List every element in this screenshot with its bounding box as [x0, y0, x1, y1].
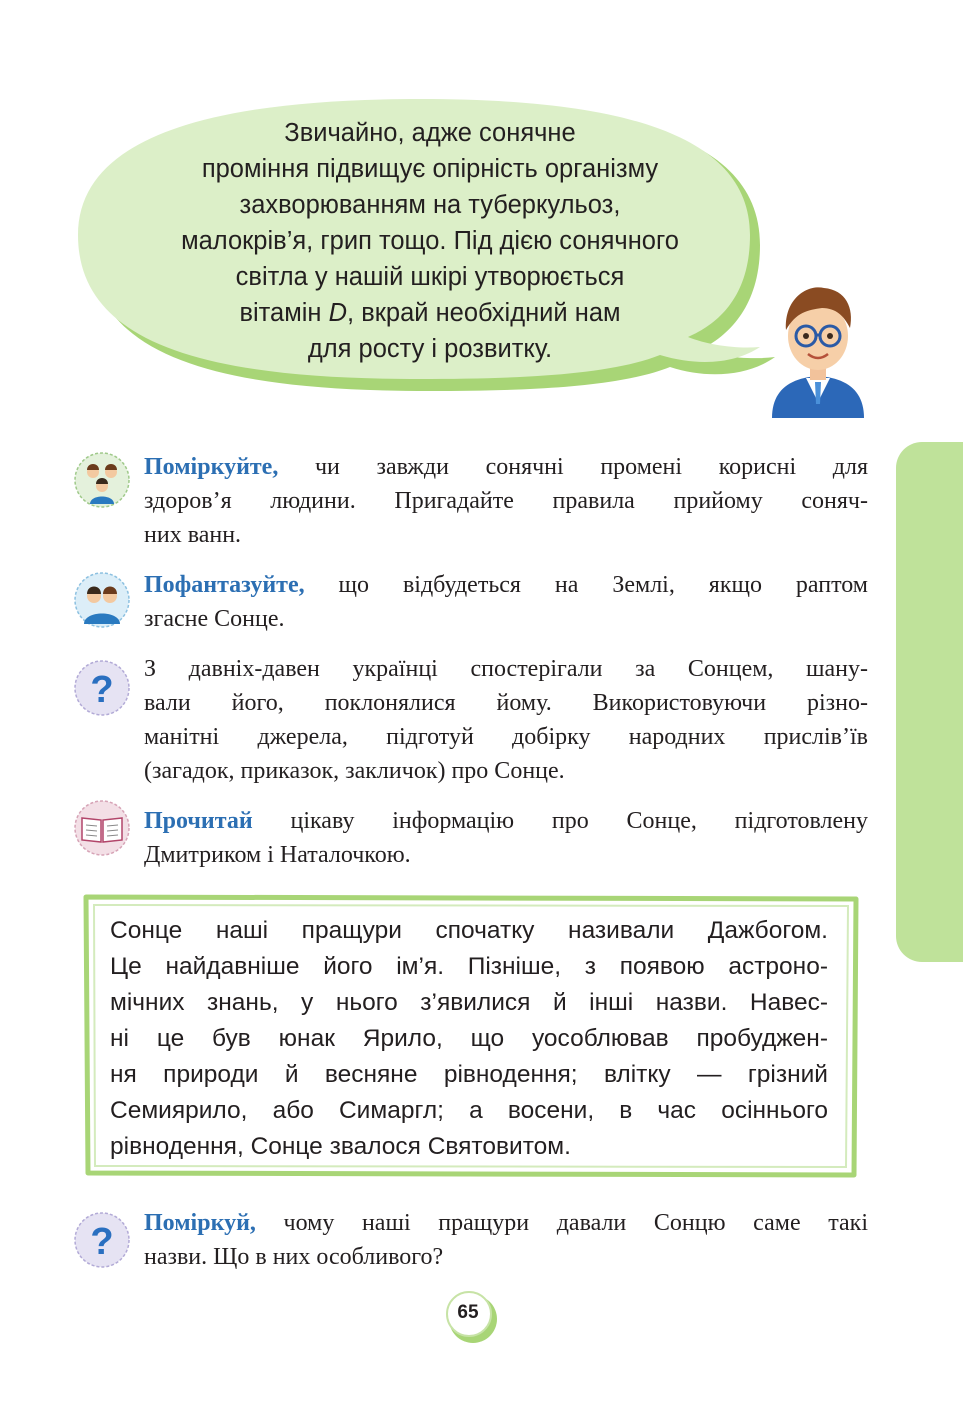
- bubble-text: [130, 115, 730, 367]
- bubble-line: малокрів’я, грип тощо. Під дією сонячного: [181, 227, 679, 255]
- task-imagine: [74, 572, 874, 642]
- info-line: Це найдавніше його ім’я. Пізніше, з появою астроно-: [110, 953, 828, 980]
- task-line-text: чи завжди сонячні промені корисні для: [278, 454, 868, 480]
- task-think-names: [74, 1212, 874, 1282]
- task-line-text: чому наші пращури давали Сонцю саме такі: [255, 1210, 868, 1236]
- side-tab: [896, 442, 963, 962]
- speech-bubble: [60, 95, 800, 395]
- vitamin-letter: D: [328, 299, 348, 327]
- bubble-line: захворюванням на туберкульоз,: [239, 191, 621, 219]
- task-line: манітні джерела, підготуй добірку народних прислів’їв: [144, 724, 868, 750]
- question-icon: [74, 660, 130, 716]
- info-line: Семиярило, або Симаргл; а восени, в час осіннього: [110, 1097, 828, 1124]
- task-line: [144, 804, 868, 838]
- page-number: [443, 1290, 501, 1348]
- task-line: [144, 1206, 868, 1240]
- bubble-line: для росту і розвитку.: [307, 335, 553, 363]
- bubble-line: Звичайно, адже сонячне: [284, 119, 576, 147]
- task-keyword: Пофантазуйте,: [144, 572, 305, 598]
- task-line: них ванн.: [144, 522, 242, 548]
- bubble-text-part: , вкрай необхідний нам: [347, 299, 621, 327]
- task-line-text: що відбудеться на Землі, якщо раптом: [304, 572, 868, 598]
- task-line: (загадок, приказок, закличок) про Сонце.: [144, 758, 565, 784]
- task-keyword: Поміркуй,: [144, 1210, 256, 1236]
- info-line: ні це був юнак Ярило, що уособлював пробуджен-: [110, 1025, 828, 1052]
- task-keyword: Поміркуйте,: [144, 454, 279, 480]
- bubble-line: світла у нашій шкірі утворюється: [235, 263, 625, 291]
- svg-text:?: ?: [90, 1221, 114, 1263]
- task-text: [144, 652, 868, 788]
- task-line: назви. Що в них особливого?: [144, 1244, 444, 1270]
- bubble-text-part: вітамін: [239, 299, 329, 327]
- boy-character-icon: [766, 278, 870, 418]
- task-text: [144, 804, 868, 872]
- task-line: здоров’я людини. Пригадайте правила прийому соняч-: [144, 488, 868, 514]
- task-question-proverbs: [74, 656, 874, 800]
- info-box: [82, 893, 860, 1178]
- info-line: мічних знань, у нього з’явилися й інші назви. Навес-: [110, 989, 828, 1016]
- task-keyword: Прочитай: [144, 808, 253, 834]
- task-line: Дмитриком і Наталочкою.: [144, 842, 411, 868]
- task-line-text: цікаву інформацію про Сонце, підготовлену: [252, 808, 868, 834]
- info-line: ня природи й весняне рівнодення; влітку — грізний: [110, 1061, 828, 1088]
- page-number-text: 65: [457, 1302, 479, 1323]
- task-think-together: [74, 452, 874, 562]
- open-book-icon: [74, 800, 130, 856]
- svg-text:?: ?: [90, 669, 114, 711]
- task-text: [144, 1206, 868, 1274]
- task-line: [144, 450, 868, 484]
- task-line: вали його, поклонялися йому. Використовуючи різно-: [144, 690, 868, 716]
- info-line: рівнодення, Сонце звалося Святовитом.: [110, 1133, 571, 1160]
- task-text: [144, 450, 868, 552]
- task-line: згасне Сонце.: [144, 606, 285, 632]
- info-line: Сонце наші пращури спочатку називали Дажбогом.: [110, 917, 828, 944]
- question-icon: [74, 1212, 130, 1268]
- students-group-icon: [74, 452, 130, 508]
- bubble-line: проміння підвищує опірність організму: [201, 155, 659, 183]
- bubble-line-vitamin: [130, 295, 730, 331]
- task-line: З давніх-давен українці спостерігали за Сонцем, шану-: [144, 656, 868, 682]
- task-read: [74, 800, 874, 870]
- task-text: [144, 568, 868, 636]
- info-text: [110, 913, 828, 1165]
- two-students-icon: [74, 572, 130, 628]
- task-line: [144, 568, 868, 602]
